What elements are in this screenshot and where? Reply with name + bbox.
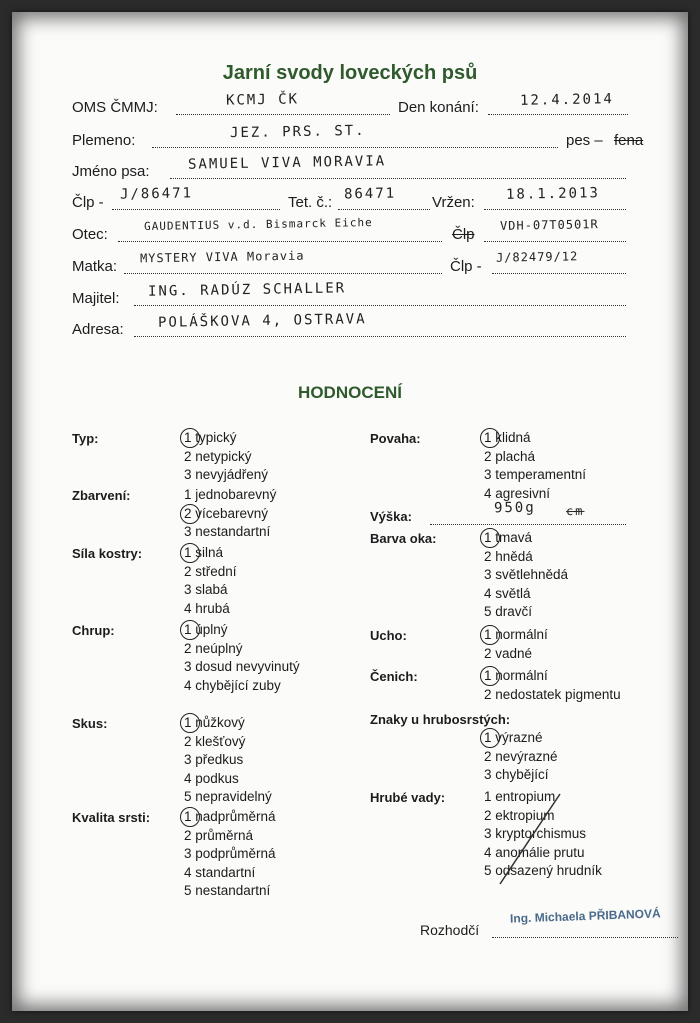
chrup-option-2: 2 neúplný bbox=[184, 640, 243, 656]
sex-struck: fena bbox=[614, 132, 644, 149]
cenich-label: Čenich: bbox=[370, 669, 418, 684]
barva-option-3: 3 světlehnědá bbox=[484, 567, 569, 582]
date-line bbox=[488, 114, 628, 115]
barva-option-1: 1 tmavá bbox=[484, 529, 568, 548]
sire-value: GAUDENTIUS v.d. Bismarck Eiche bbox=[143, 216, 373, 233]
selected-circle bbox=[480, 728, 500, 748]
dam-clp-line bbox=[492, 273, 626, 274]
owner-label: Majitel: bbox=[72, 290, 120, 307]
ucho-option-2: 2 vadné bbox=[484, 645, 533, 661]
povaha-options bbox=[484, 429, 586, 503]
breed-value: JEZ. PRS. ST. bbox=[229, 122, 366, 142]
judge-signature: Ing. Michaela PŘIBANOVÁ bbox=[509, 906, 661, 926]
vady-option-4: 4 anomálie prutu bbox=[484, 844, 585, 860]
typ-label: Typ: bbox=[72, 431, 99, 446]
povaha-label: Povaha: bbox=[370, 431, 421, 446]
znaky-option-2: 2 nevýrazné bbox=[484, 748, 558, 764]
sila-label: Síla kostry: bbox=[72, 546, 143, 561]
chrup-label: Chrup: bbox=[72, 623, 115, 638]
povaha-option-1: 1 klidná bbox=[484, 429, 586, 448]
selected-circle bbox=[180, 620, 200, 640]
zbarveni-options bbox=[184, 486, 276, 542]
vyska-label: Výška: bbox=[370, 509, 412, 524]
selected-circle bbox=[480, 528, 500, 548]
chrup-option-3: 3 dosud nevyvinutý bbox=[184, 659, 300, 674]
section-title: HODNOCENÍ bbox=[298, 383, 402, 402]
tet-line bbox=[338, 209, 430, 210]
selected-circle bbox=[180, 428, 200, 448]
barva-option-5: 5 dravčí bbox=[484, 604, 533, 619]
tet-label: Tet. č.: bbox=[288, 194, 333, 211]
selected-circle bbox=[480, 428, 500, 448]
ucho-label: Ucho: bbox=[370, 628, 407, 643]
ucho-option-1: 1 normální bbox=[484, 626, 548, 645]
oms-value: KCMJ ČK bbox=[225, 91, 300, 109]
clp-value: J/86471 bbox=[119, 185, 194, 203]
srst-option-2: 2 průměrná bbox=[184, 827, 254, 843]
znaky-option-1: 1 výrazné bbox=[484, 729, 558, 748]
srst-label: Kvalita srsti: bbox=[72, 810, 151, 825]
znaky-option-3: 3 chybějící bbox=[484, 767, 549, 782]
povaha-option-2: 2 plachá bbox=[484, 448, 536, 464]
vady-label: Hrubé vady: bbox=[370, 790, 446, 805]
skus-option-1: 1 nůžkový bbox=[184, 714, 272, 733]
address-label: Adresa: bbox=[72, 321, 124, 338]
srst-option-3: 3 podprůměrná bbox=[184, 846, 276, 861]
vyska-line bbox=[430, 524, 626, 525]
cenich-option-1: 1 normální bbox=[484, 667, 621, 686]
skus-option-4: 4 podkus bbox=[184, 770, 239, 786]
skus-option-5: 5 nepravidelný bbox=[184, 789, 272, 804]
dam-value: MYSTERY VIVA Moravia bbox=[139, 248, 305, 266]
owner-value: ING. RADÚZ SCHALLER bbox=[147, 280, 347, 300]
zbarveni-option-3: 3 nestandartní bbox=[184, 524, 271, 539]
born-line bbox=[484, 209, 626, 210]
date-value: 12.4.2014 bbox=[519, 91, 614, 109]
skus-option-2: 2 klešťový bbox=[184, 733, 246, 749]
selected-circle bbox=[480, 625, 500, 645]
sila-option-3: 3 slabá bbox=[184, 582, 228, 597]
clp-label: Člp - bbox=[72, 194, 104, 211]
owner-line bbox=[134, 305, 626, 306]
ucho-options bbox=[484, 626, 548, 663]
znaky-label: Znaky u hrubosrstých: bbox=[370, 712, 511, 727]
srst-option-4: 4 standartní bbox=[184, 864, 256, 880]
selected-circle bbox=[180, 713, 200, 733]
name-line bbox=[170, 178, 626, 179]
sire-clp-line bbox=[484, 241, 626, 242]
name-label: Jméno psa: bbox=[72, 163, 150, 180]
form-title: Jarní svody loveckých psů bbox=[222, 62, 478, 84]
cenich-option-2: 2 nedostatek pigmentu bbox=[484, 686, 621, 702]
name-value: SAMUEL VIVA MORAVIA bbox=[187, 153, 387, 173]
skus-label: Skus: bbox=[72, 716, 108, 731]
vady-strike-line bbox=[490, 790, 570, 890]
born-label: Vržen: bbox=[432, 194, 475, 211]
dam-clp-label: Člp - bbox=[450, 258, 482, 275]
dam-label: Matka: bbox=[72, 258, 118, 275]
vady-option-3: 3 kryptorchismus bbox=[484, 826, 587, 841]
cenich-options bbox=[484, 667, 621, 704]
typ-options bbox=[184, 429, 268, 485]
date-label: Den konání: bbox=[398, 99, 479, 116]
vyska-value: 950g bbox=[493, 499, 536, 517]
chrup-option-1: 1 úplný bbox=[184, 621, 300, 640]
skus-options bbox=[184, 714, 272, 807]
sire-clp-label: Člp bbox=[452, 226, 475, 243]
barva-options bbox=[484, 529, 568, 622]
chrup-option-4: 4 chybějící zuby bbox=[184, 677, 281, 693]
srst-option-1: 1 nadprůměrná bbox=[184, 808, 276, 827]
srst-option-5: 5 nestandartní bbox=[184, 883, 271, 898]
selected-circle bbox=[180, 807, 200, 827]
zbarveni-option-2: 2 vícebarevný bbox=[184, 505, 276, 524]
povaha-option-3: 3 temperamentní bbox=[484, 467, 587, 482]
selected-circle bbox=[180, 543, 200, 563]
sire-clp-value: VDH-07T0501R bbox=[499, 217, 599, 233]
barva-label: Barva oka: bbox=[370, 531, 437, 546]
breed-label: Plemeno: bbox=[72, 132, 136, 149]
address-line bbox=[134, 336, 626, 337]
vady-option-1: 1 entropium bbox=[484, 789, 556, 804]
breed-line bbox=[152, 147, 558, 148]
povaha-option-4: 4 agresivní bbox=[484, 485, 551, 501]
vady-option-5: 5 odsazený hrudník bbox=[484, 863, 602, 878]
skus-option-3: 3 předkus bbox=[184, 752, 244, 767]
znaky-options bbox=[484, 729, 558, 785]
judge-label: Rozhodčí bbox=[420, 922, 480, 938]
oms-label: OMS ČMMJ: bbox=[72, 99, 158, 116]
selected-circle bbox=[480, 666, 500, 686]
address-value: POLÁŠKOVA 4, OSTRAVA bbox=[157, 311, 367, 331]
sila-options bbox=[184, 544, 237, 618]
typ-option-3: 3 nevyjádřený bbox=[184, 467, 269, 482]
sila-option-1: 1 silná bbox=[184, 544, 237, 563]
zbarveni-option-1: 1 jednobarevný bbox=[184, 487, 277, 502]
vady-option-2: 2 ektropium bbox=[484, 807, 555, 823]
typ-option-2: 2 netypický bbox=[184, 448, 252, 464]
judge-line bbox=[492, 937, 678, 938]
selected-circle bbox=[180, 504, 200, 524]
tet-value: 86471 bbox=[343, 185, 397, 203]
zbarveni-label: Zbarvení: bbox=[72, 488, 131, 503]
vyska-unit: cm bbox=[565, 503, 585, 519]
sila-option-2: 2 střední bbox=[184, 563, 237, 579]
sila-option-4: 4 hrubá bbox=[184, 600, 230, 616]
sire-label: Otec: bbox=[72, 226, 108, 243]
barva-option-2: 2 hnědá bbox=[484, 548, 533, 564]
barva-option-4: 4 světlá bbox=[484, 585, 531, 601]
chrup-options bbox=[184, 621, 300, 695]
clp-line bbox=[112, 209, 280, 210]
sex-label: pes – bbox=[566, 132, 603, 149]
sire-line bbox=[118, 241, 442, 242]
dam-clp-value: J/82479/12 bbox=[495, 249, 579, 265]
typ-option-1: 1 typický bbox=[184, 429, 268, 448]
srst-options bbox=[184, 808, 276, 901]
dam-line bbox=[124, 273, 442, 274]
born-value: 18.1.2013 bbox=[505, 185, 600, 203]
oms-line bbox=[176, 114, 390, 115]
